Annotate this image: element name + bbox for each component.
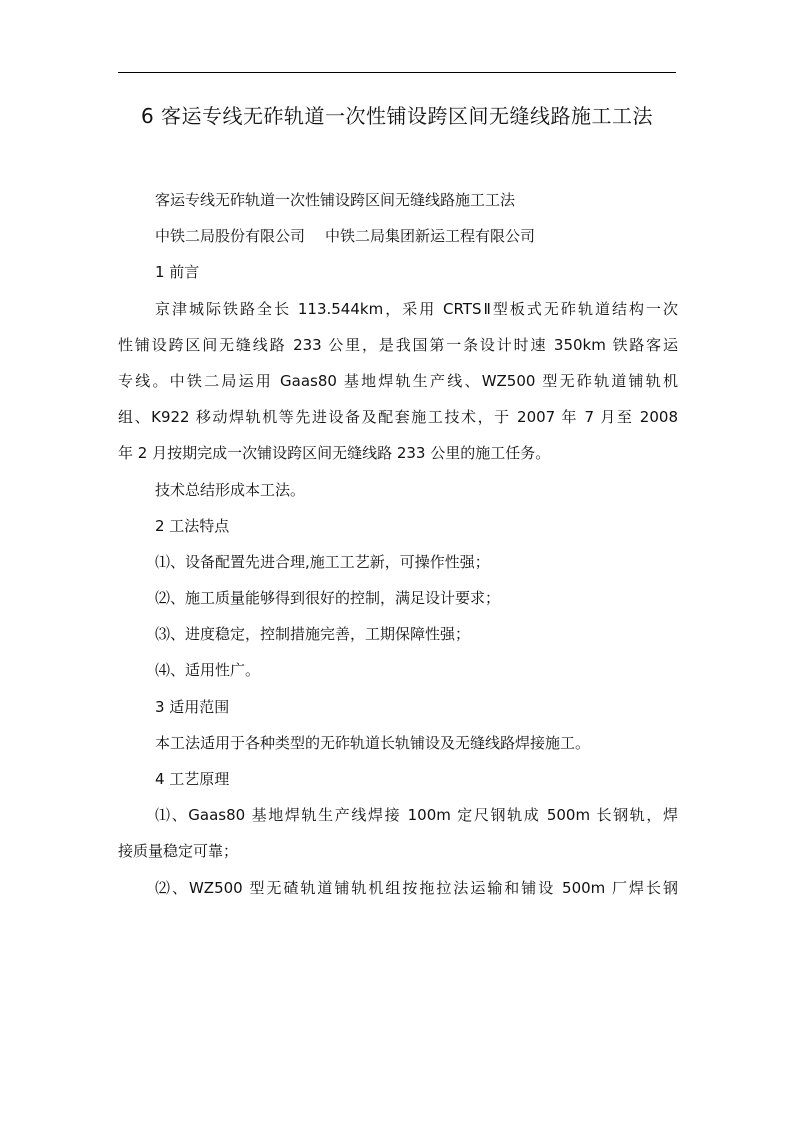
section-heading-3: 3 适用范围 — [155, 697, 230, 716]
list-item-continuation: 接质量稳定可靠； — [118, 842, 239, 861]
document-body — [118, 182, 678, 906]
section-heading-4: 4 工艺原理 — [155, 770, 230, 788]
paragraph-line: 年 2 月按期完成一次铺设跨区间无缝线路 233 公里的施工任务。 — [118, 444, 551, 463]
authors-line — [118, 218, 678, 254]
paragraph-line: 京津城际铁路全长 113.544km，采用 CRTSⅡ型板式无砟轨道结构一次 — [155, 299, 678, 318]
section-heading-1: 1 前言 — [155, 263, 200, 282]
section-heading-2: 2 工法特点 — [155, 516, 230, 535]
list-item: ⑵、WZ500 型无碴轨道铺轨机组按拖拉法运输和铺设 500m 厂焊长钢 — [155, 878, 678, 897]
list-item: ⑶、进度稳定，控制措施完善，工期保障性强； — [155, 625, 471, 644]
list-item: ⑴、设备配置先进合理,施工工艺新，可操作性强； — [155, 552, 490, 571]
list-item: ⑷、适用性广。 — [155, 661, 261, 680]
list-item: ⑴、Gaas80 基地焊轨生产线焊接 100m 定尺钢轨成 500m 长钢轨，焊 — [155, 806, 678, 825]
paragraph-line: 性铺设跨区间无缝线路 233 公里，是我国第一条设计时速 350km 铁路客运 — [118, 335, 678, 354]
author-1: 中铁二局股份有限公司 — [155, 227, 306, 246]
list-item: ⑵、施工质量能够得到很好的控制，满足设计要求； — [155, 589, 501, 608]
header-rule — [118, 72, 676, 73]
author-2: 中铁二局集团新运工程有限公司 — [325, 227, 536, 246]
document-subtitle: 客运专线无砟轨道一次性铺设跨区间无缝线路施工工法 — [155, 191, 516, 209]
paragraph-line: 本工法适用于各种类型的无砟轨道长轨铺设及无缝线路焊接施工。 — [155, 733, 591, 752]
paragraph-line: 专线。中铁二局运用 Gaas80 基地焊轨生产线、WZ500 型无砟轨道铺轨机 — [118, 371, 678, 390]
document-title: 6 客运专线无砟轨道一次性铺设跨区间无缝线路施工工法 — [140, 104, 654, 128]
paragraph-line: 组、K922 移动焊轨机等先进设备及配套施工技术，于 2007 年 7 月至 2008 — [118, 408, 678, 427]
paragraph-line: 技术总结形成本工法。 — [155, 480, 306, 499]
